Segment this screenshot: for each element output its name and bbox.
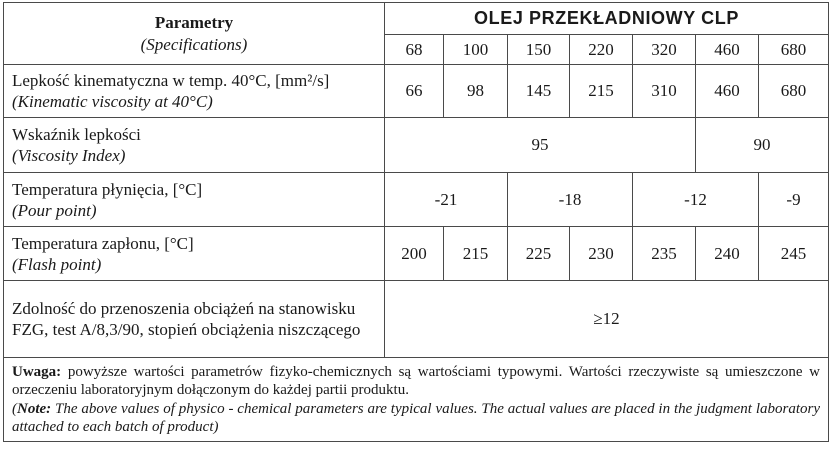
flash-point-row [4,227,829,281]
viscosity-value: 680 [759,65,829,118]
viscosity-value: 145 [508,65,570,118]
viscosity-index-label-cell [4,118,385,173]
parameter-header-cell [4,3,385,65]
pour-point-label-en: (Pour point) [12,200,97,220]
pour-point-value: -18 [508,173,633,227]
viscosity-label-cell [4,65,385,118]
viscosity-value: 66 [385,65,444,118]
grade-460: 460 [696,35,759,65]
flash-point-label-cell [4,227,385,281]
pour-point-label-pl: Temperatura płynięcia, [°C] [12,179,203,199]
note-open-paren: ( [12,401,17,417]
viscosity-index-row [4,118,829,173]
pour-point-value: -12 [633,173,759,227]
note-cell [4,358,829,442]
grade-680: 680 [759,35,829,65]
flash-point-label-en: (Flash point) [12,254,102,274]
header-row-title [4,3,829,35]
viscosity-index-value: 95 [385,118,696,173]
pour-point-value: -21 [385,173,508,227]
parameter-header-en: (Specifications) [140,34,248,54]
viscosity-row [4,65,829,118]
fzg-value: ≥12 [385,281,829,358]
viscosity-index-label-pl: Wskaźnik lepkości [12,125,141,144]
product-title: OLEJ PRZEKŁADNIOWY CLP [385,3,829,35]
viscosity-index-label-en: (Viscosity Index) [12,146,126,165]
grade-150: 150 [508,35,570,65]
parameter-header-pl: Parametry [154,12,234,32]
grade-220: 220 [570,35,633,65]
grade-320: 320 [633,35,696,65]
fzg-label-pl: Zdolność do przenoszenia obciążeń na stanowisku FZG, test A/8,3/90, stopień obciążenia niszczącego [12,299,361,339]
grade-100: 100 [444,35,508,65]
viscosity-value: 215 [570,65,633,118]
flash-point-value: 245 [759,227,829,281]
fzg-row [4,281,829,358]
note-row [4,358,829,442]
flash-point-value: 230 [570,227,633,281]
flash-point-label-pl: Temperatura zapłonu, [°C] [12,233,194,253]
note-label-pl: Uwaga: [12,364,62,380]
viscosity-value: 310 [633,65,696,118]
viscosity-index-value: 90 [696,118,829,173]
flash-point-value: 235 [633,227,696,281]
note-label-en: Note: [17,401,52,417]
note-text-en: The above values of physico - chemical parameters are typical values. The actual values are placed in the judgment laboratory attached to each batch of product) [12,401,820,435]
note-en-block [12,400,820,436]
specification-table [3,2,829,442]
flash-point-value: 215 [444,227,508,281]
flash-point-value: 240 [696,227,759,281]
viscosity-label-pl: Lepkość kinematyczna w temp. 40°C, [mm²/s] [12,71,330,90]
pour-point-row [4,173,829,227]
flash-point-value: 200 [385,227,444,281]
fzg-label-cell [4,281,385,358]
viscosity-value: 460 [696,65,759,118]
pour-point-value: -9 [759,173,829,227]
viscosity-value: 98 [444,65,508,118]
note-text-pl: powyższe wartości parametrów fizyko-chemicznych są wartościami typowymi. Wartości rzeczywiste są umieszczone w orzeczeniu laboratoryjnym dołączonym do każdej partii produktu. [12,364,820,398]
flash-point-value: 225 [508,227,570,281]
viscosity-label-en: (Kinematic viscosity at 40°C) [12,92,213,111]
spec-sheet [3,2,828,442]
grade-68: 68 [385,35,444,65]
pour-point-label-cell [4,173,385,227]
